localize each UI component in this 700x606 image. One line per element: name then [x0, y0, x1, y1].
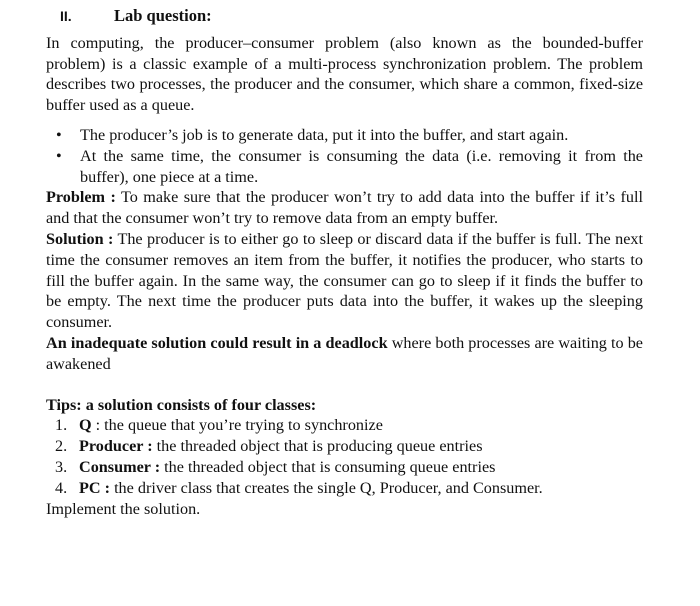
section-title: Lab question: [114, 6, 212, 25]
tips-item-desc: : the queue that you’re trying to synchronize [91, 416, 383, 435]
problem-text: To make sure that the producer won’t try to add data into the buffer if it’s full and that the consumer won’t try to remove data from an empty buffer. [46, 188, 643, 228]
deadlock-text: where both processes are waiting to be awakened [46, 333, 643, 373]
tips-item-name: Q [79, 416, 92, 435]
lab-question-document [46, 6, 643, 519]
deadlock-bold-text: An inadequate solution could result in a deadlock [46, 333, 388, 352]
tips-item-name: Consumer : [79, 457, 161, 476]
tips-item [46, 415, 643, 436]
tips-item-desc: the threaded object that is producing queue entries [152, 437, 483, 456]
deadlock-paragraph [46, 333, 643, 375]
tips-item [46, 457, 643, 478]
bullet-icon: • [56, 146, 62, 165]
problem-paragraph [46, 187, 643, 229]
tips-item-name: PC : [79, 478, 111, 497]
tips-item-number: 1. [55, 416, 68, 435]
tips-item-name: Producer : [79, 437, 153, 456]
tips-item-desc: the driver class that creates the single Q, Producer, and Consumer. [110, 478, 543, 497]
tips-item [46, 478, 643, 499]
solution-text: The producer is to either go to sleep or discard data if the buffer is full. The next time the consumer removes an item from the buffer, it notifies the producer, who starts to fill the buffer again. In the same way, the consumer can go to sleep if it finds the buffer to be empty. The next time the producer puts data into the buffer, it wakes up the sleeping consumer. [46, 229, 643, 332]
tips-item-number: 3. [55, 457, 68, 476]
solution-label: Solution : [46, 229, 114, 248]
closing-line: Implement the solution. [46, 499, 201, 518]
tips-list [46, 415, 643, 498]
tips-item [46, 436, 643, 457]
tips-item-number: 2. [55, 437, 68, 456]
bullet-text: At the same time, the consumer is consuming the data (i.e. removing it from the buffer), one piece at a time. [80, 146, 643, 186]
bullet-item [46, 146, 643, 188]
solution-paragraph [46, 229, 643, 333]
tips-item-number: 4. [55, 478, 68, 497]
section-number: II. [60, 8, 72, 24]
bullet-item [46, 125, 643, 146]
bullet-text: The producer’s job is to generate data, put it into the buffer, and start again. [80, 125, 569, 144]
section-heading [60, 6, 643, 27]
intro-paragraph: In computing, the producer–consumer problem (also known as the bounded-buffer problem) is a classic example of a multi-process synchronization problem. The problem describes two processes, the producer and the consumer, which share a common, fixed-size buffer used as a queue. [46, 33, 643, 115]
bullet-list [46, 125, 643, 187]
problem-label: Problem : [46, 188, 116, 207]
bullet-icon: • [56, 125, 62, 144]
tips-item-desc: the threaded object that is consuming queue entries [160, 457, 496, 476]
tips-title: Tips: a solution consists of four classes: [46, 395, 317, 414]
